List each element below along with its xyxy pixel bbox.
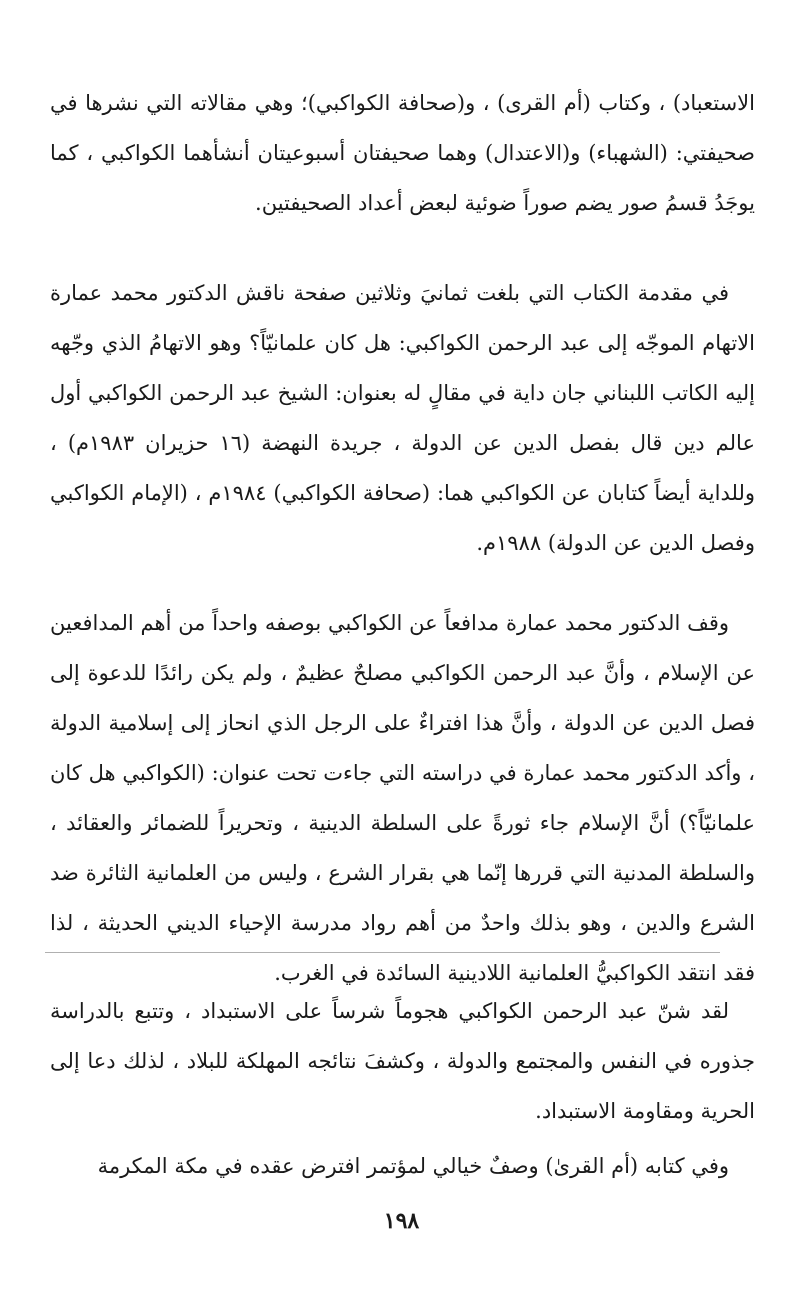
paragraph-5-block — [50, 1141, 755, 1191]
paragraph-4-block — [50, 986, 755, 1136]
section-divider — [45, 952, 720, 953]
paragraph-4: لقد شنّ عبد الرحمن الكواكبي هجوماً شرساً على الاستبداد ، وتتبع بالدراسة جذوره في النفس والمجتمع والدولة ، وكشفَ نتائجه المهلكة للبلاد ، لذلك دعا إلى الحرية ومقاومة الاستبداد. — [50, 999, 755, 1123]
paragraph-2: في مقدمة الكتاب التي بلغت ثمانيَ وثلاثين صفحة ناقش الدكتور محمد عمارة الاتهام الموجّه إلى عبد الرحمن الكواكبي: هل كان علمانيّاً؟ وهو الاتهامُ الذي وجّهه إليه الكاتب اللبناني جان داية في مقالٍ له بعنوان: الشيخ عبد الرحمن الكواكبي أول عالم دين قال بفصل الدين عن الدولة ، جريدة النهضة (١٦ حزيران ١٩٨٣م) ، وللداية أيضاً كتابان عن الكواكبي هما: (صحافة الكواكبي) ١٩٨٤م ، (الإمام الكواكبي وفصل الدين عن الدولة) ١٩٨٨م. — [50, 281, 756, 555]
paragraph-1: الاستعباد) ، وكتاب (أم القرى) ، و(صحافة الكواكبي)؛ وهي مقالاته التي نشرها في صحيفتي: (الشهباء) و(الاعتدال) وهما صحيفتان أسبوعيتان أنشأهما الكواكبي ، كما يوجَدُ قسمُ صور يضم صوراً ضوئية لبعض أعداد الصحيفتين. — [50, 91, 755, 215]
page-number: ١٩٨ — [383, 1208, 420, 1234]
paragraph-1-block — [50, 78, 755, 228]
paragraph-3: وقف الدكتور محمد عمارة مدافعاً عن الكواكبي بوصفه واحداً من أهم المدافعين عن الإسلام ، وأنَّ عبد الرحمن الكواكبي مصلحٌ عظيمٌ ، ولم يكن رائدًا للدعوة إلى فصل الدين عن الدولة ، وأنَّ هذا افتراءٌ على الرجل الذي انحاز إلى إسلامية الدولة ، وأكد الدكتور محمد عمارة في دراسته التي جاءت تحت عنوان: (الكواكبي هل كان علمانيّاً؟) أنَّ الإسلام جاء ثورةً على السلطة الدينية ، وتحريراً للضمائر والعقائد ، والسلطة المدنية التي قررها إنّما هي بقرار الشرع ، وليس من العلمانية الثائرة ضد الشرع والدين ، وهو بذلك واحدٌ من أهم رواد مدرسة الإحياء الديني الحديثة ، لذا فقد انتقد الكواكبيُّ العلمانية اللادينية السائدة في الغرب. — [50, 611, 755, 985]
paragraph-5: وفي كتابه (أم القرىٰ) وصفٌ خيالي لمؤتمر افترض عقده في مكة المكرمة — [97, 1154, 729, 1178]
paragraph-3-block — [50, 598, 755, 998]
paragraph-2-block — [50, 268, 755, 568]
